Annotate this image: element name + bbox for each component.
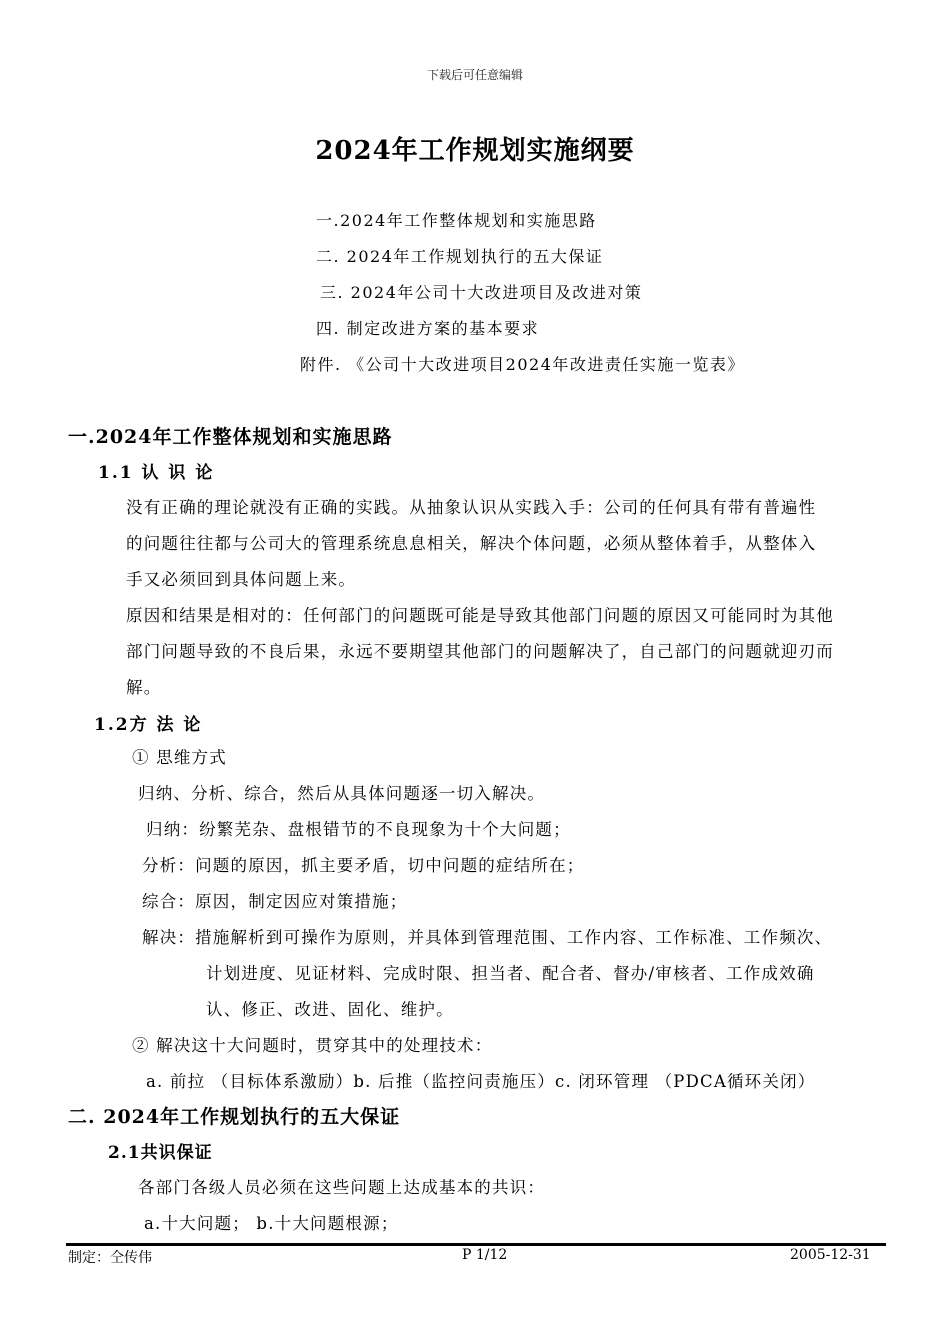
method-jiejue-cont: 认、修正、改进、固化、维护。 (206, 1000, 454, 1019)
item-2-heading: ② 解决这十大问题时，贯穿其中的处理技术： (132, 1036, 493, 1055)
header-note: 下载后可任意编辑 (426, 68, 523, 82)
footer-rule (66, 1243, 886, 1246)
method-intro: 归纳、分析、综合，然后从具体问题逐一切入解决。 (138, 784, 546, 803)
toc-item-2: 二. 2024年工作规划执行的五大保证 (316, 247, 604, 266)
paragraph-line: 的问题往往都与公司大的管理系统息息相关，解决个体问题，必须从整体着手，从整体入 (126, 534, 817, 553)
toc-item-1: 一.2024年工作整体规划和实施思路 (316, 211, 597, 230)
footer-page-number: P 1/12 (462, 1247, 508, 1263)
section-1-heading: 一.2024年工作整体规划和实施思路 (68, 426, 393, 448)
paragraph-line: 解。 (126, 678, 162, 697)
subsection-1-2-heading: 1.2方 法 论 (94, 715, 203, 735)
paragraph-line: 没有正确的理论就没有正确的实践。从抽象认识从实践入手：公司的任何具有带有普遍性 (126, 498, 817, 517)
toc-item-3: 三. 2024年公司十大改进项目及改进对策 (320, 283, 643, 302)
method-guina: 归纳：纷繁芜杂、盘根错节的不良现象为十个大问题； (146, 820, 571, 839)
method-jiejue: 解决：措施解析到可操作为原则，并具体到管理范围、工作内容、工作标准、工作频次、 (142, 928, 833, 947)
techniques-line: a. 前拉 （目标体系激励）b. 后推（监控问责施压）c. 闭环管理 （PDCA循环关闭） (146, 1072, 816, 1091)
section-2-heading: 二. 2024年工作规划执行的五大保证 (68, 1106, 401, 1128)
toc-item-appendix: 附件. 《公司十大改进项目2024年改进责任实施一览表》 (300, 355, 745, 374)
paragraph-line: 各部门各级人员必须在这些问题上达成基本的共识： (138, 1178, 546, 1197)
method-jiejue-cont: 计划进度、见证材料、完成时限、担当者、配合者、督办/审核者、工作成效确 (206, 964, 815, 983)
document-title: 2024年工作规划实施纲要 (315, 136, 635, 166)
footer-date: 2005-12-31 (790, 1247, 871, 1263)
paragraph-line: 部门问题导致的不良后果，永远不要期望其他部门的问题解决了，自己部门的问题就迎刃而 (126, 642, 834, 661)
paragraph-line: 原因和结果是相对的：任何部门的问题既可能是导致其他部门问题的原因又可能同时为其他 (126, 606, 834, 625)
paragraph-line: 手又必须回到具体问题上来。 (126, 570, 357, 589)
method-zonghe: 综合：原因，制定因应对策措施； (142, 892, 408, 911)
subsection-1-1-heading: 1.1 认 识 论 (98, 463, 215, 483)
footer-author: 制定：仝传伟 (68, 1250, 152, 1266)
paragraph-line: a.十大问题； b.十大问题根源； (144, 1214, 399, 1233)
item-1-heading: ① 思维方式 (132, 748, 227, 767)
toc-item-4: 四. 制定改进方案的基本要求 (316, 319, 540, 338)
subsection-2-1-heading: 2.1共识保证 (108, 1143, 213, 1163)
method-fenxi: 分析：问题的原因，抓主要矛盾，切中问题的症结所在； (142, 856, 585, 875)
